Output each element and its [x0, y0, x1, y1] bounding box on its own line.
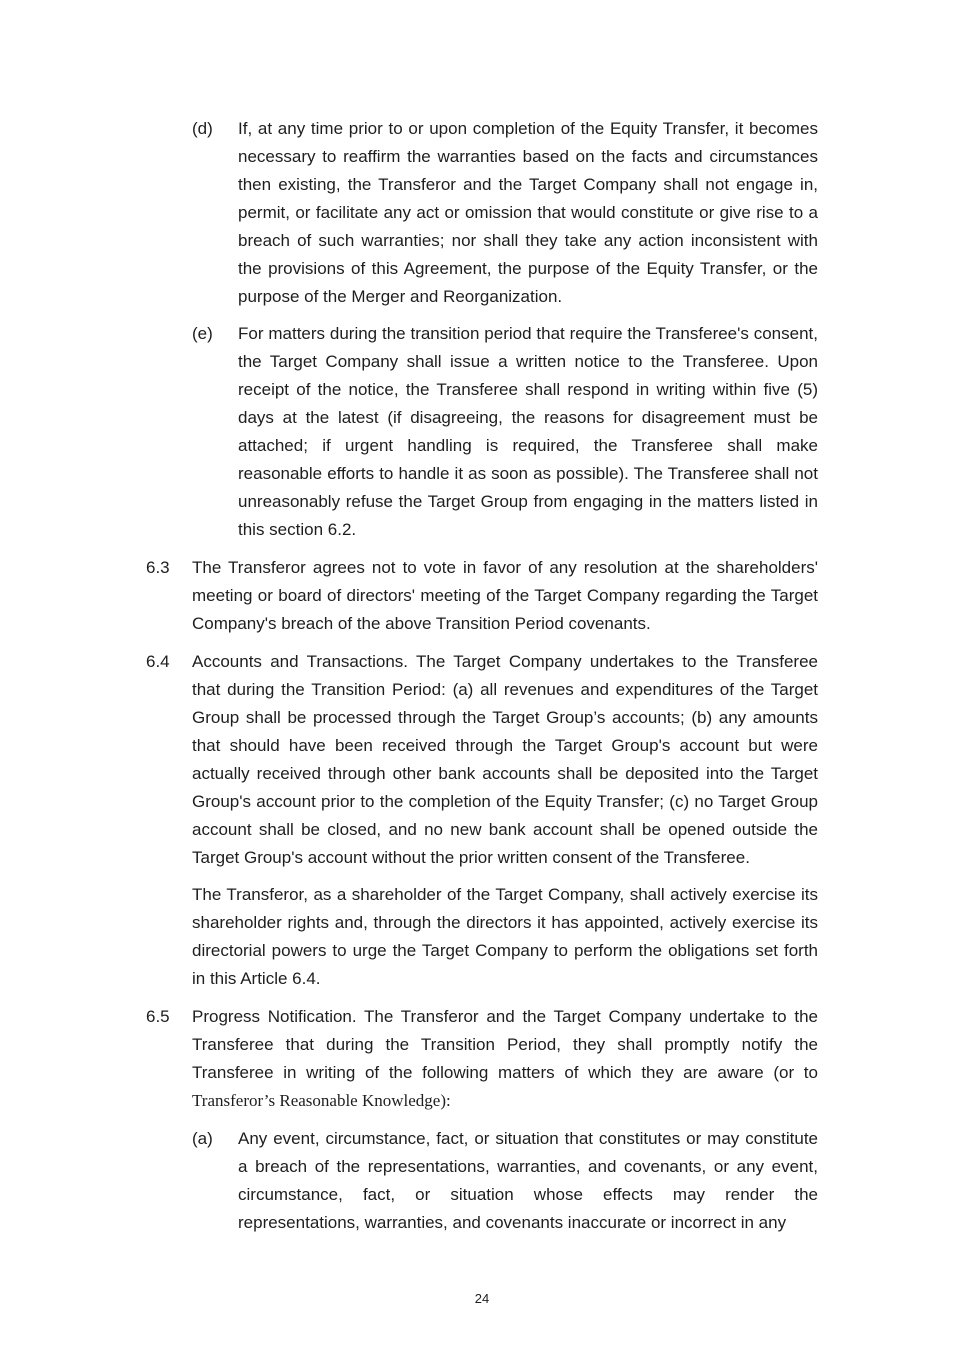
clause-d-label: (d)	[192, 119, 213, 138]
section-6-5-text-main: Progress Notification. The Transferor and the Target Company undertake to the Transferee that during the Transition Period, they shall promptly notify the Transferee in writing of the following matters of which they are aware (or to	[192, 1007, 818, 1082]
clause-e	[192, 320, 818, 544]
section-6-4	[146, 648, 818, 872]
section-6-5-number: 6.5	[146, 1007, 170, 1026]
clause-e-label: (e)	[192, 324, 213, 343]
clause-a-label: (a)	[192, 1129, 213, 1148]
clause-e-text: For matters during the transition period that require the Transferee's consent, the Target Company shall issue a written notice to the Transferee. Upon receipt of the notice, the Transferee shall respond in writing within five (5) days at the latest (if disagreeing, the reasons for disagreement must be attached; if urgent handling is required, the Transferee shall make reasonable efforts to handle it as soon as possible). The Transferee shall not unreasonably refuse the Target Group from engaging in the matters listed in this section 6.2.	[238, 324, 818, 539]
page-number: 24	[474, 1291, 490, 1306]
section-6-4-paragraph-2-text: The Transferor, as a shareholder of the Target Company, shall actively exercise its shareholder rights and, through the directors it has appointed, actively exercise its directorial powers to urge the Target Company to perform the obligations set forth in this Article 6.4.	[192, 885, 818, 988]
section-6-5-text	[192, 1003, 818, 1115]
section-6-4-text: Accounts and Transactions. The Target Company undertakes to the Transferee that during the Transition Period: (a) all revenues and expenditures of the Target Group shall be processed through the Target Group’s accounts; (b) any amounts that should have been received through the Target Group's account but were actually received through other bank accounts shall be deposited into the Target Group's account prior to the completion of the Equity Transfer; (c) no Target Group account shall be closed, and no new bank account shall be opened outside the Target Group's account without the prior written consent of the Transferee.	[192, 652, 818, 867]
section-6-5	[146, 1003, 818, 1115]
section-6-4-paragraph-2	[192, 881, 818, 993]
clause-a	[192, 1125, 818, 1237]
section-6-3	[146, 554, 818, 638]
section-6-4-number: 6.4	[146, 652, 170, 671]
section-6-5-text-serif: Transferor’s Reasonable Knowledge):	[192, 1091, 451, 1110]
clause-d-text: If, at any time prior to or upon completion of the Equity Transfer, it becomes necessary to reaffirm the warranties based on the facts and circumstances then existing, the Transferor and the Target Company shall not engage in, permit, or facilitate any act or omission that would constitute or give rise to a breach of such warranties; nor shall they take any action inconsistent with the provisions of this Agreement, the purpose of the Equity Transfer, or the purpose of the Merger and Reorganization.	[238, 119, 818, 306]
clause-d	[192, 115, 818, 311]
section-6-3-number: 6.3	[146, 558, 170, 577]
section-6-3-text: The Transferor agrees not to vote in favor of any resolution at the shareholders' meeting or board of directors' meeting of the Target Company regarding the Target Company's breach of the above Transition Period covenants.	[192, 558, 818, 633]
clause-a-text: Any event, circumstance, fact, or situation that constitutes or may constitute a breach of the representations, warranties, and covenants, or any event, circumstance, fact, or situation whose effects may render the representations, warranties, and covenants inaccurate or incorrect in any	[238, 1129, 818, 1232]
